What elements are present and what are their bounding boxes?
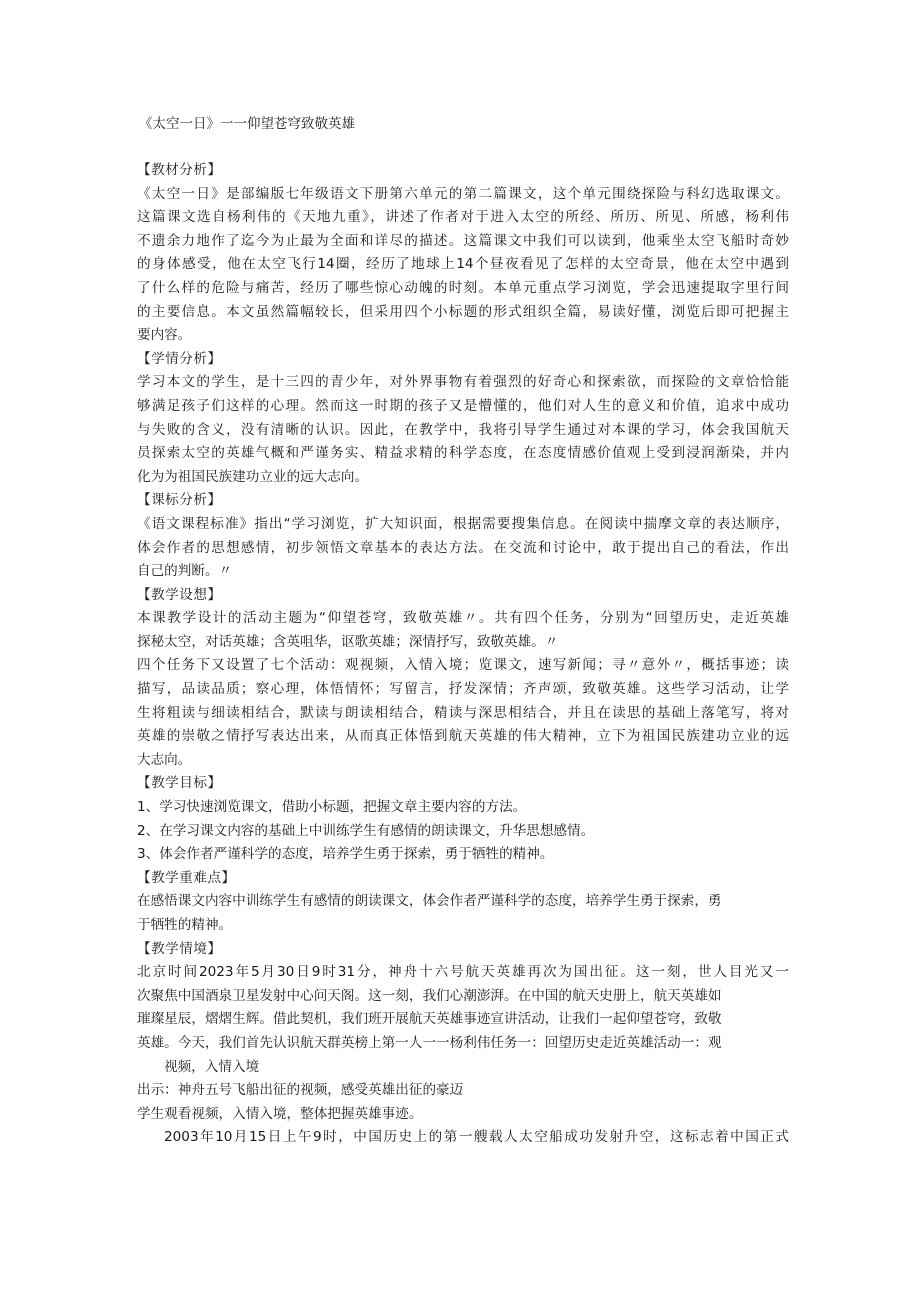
section-heading: 【教学设想】: [137, 586, 222, 603]
paragraph-line: 自己的判断。〃: [137, 563, 233, 580]
paragraph-line: 不遗余力地作了迄今为止最为全面和详尽的描述。这篇课文中我们可以读到，他乘坐太空飞船时奇妙: [137, 232, 789, 249]
paragraph-line: 《太空一日》是部编版七年级语文下册第六单元的第二篇课文，这个单元围绕探险与科幻选取课文。: [137, 185, 789, 202]
paragraph-line: 北京时间2023年5月30日9时31分，神舟十六号航天英雄再次为国出征。这一刻，世人目光又一: [137, 964, 789, 981]
paragraph-line: 在感悟课文内容中训练学生有感情的朗读课文，体会作者严谨科学的态度，培养学生勇于探索，勇: [137, 893, 722, 910]
section-heading: 【学情分析】: [137, 350, 222, 367]
paragraph-line: 英雄。今天，我们首先认识航天群英榜上第一人一一杨利伟任务一：回望历史走近英雄活动一：观: [137, 1034, 722, 1051]
paragraph-line: 视频，入情入境: [164, 1058, 260, 1075]
paragraph-line: 体会作者的思想感情，初步领悟文章基本的表达方法。在交流和讨论中，敢于提出自己的看法，作出: [137, 539, 789, 556]
paragraph-line: 学习本文的学生，是十三四的青少年，对外界事物有着强烈的好奇心和探索欲，而探险的文章恰恰能: [137, 374, 789, 391]
paragraph-line: 生将粗读与细读相结合，默读与朗读相结合，精读与深思相结合，并且在读思的基础上落笔写，将对: [137, 704, 789, 721]
paragraph-line: 出示：神舟五号飞船出征的视频，感受英雄出征的豪迈: [137, 1082, 464, 1099]
paragraph-line: 3、体会作者严谨科学的态度，培养学生勇于探索，勇于牺牲的精神。: [137, 846, 554, 863]
paragraph-line: 要内容。: [137, 327, 192, 344]
paragraph-line: 这篇课文选自杨利伟的《天地九重》，讲述了作者对于进入太空的所经、所历、所见、所感，杨利伟: [137, 209, 789, 226]
section-heading: 【教学目标】: [137, 775, 222, 792]
document-title: 《太空一日》一一仰望苍穹致敬英雄: [139, 116, 355, 132]
section-heading: 【教学情境】: [137, 940, 222, 957]
paragraph-line: 员探索太空的英雄气概和严谨务实、精益求精的科学态度，在态度情感价值观上受到浸润渐染，并内: [137, 445, 789, 462]
paragraph-line: 1、学习快速浏览课文，借助小标题，把握文章主要内容的方法。: [137, 799, 527, 816]
paragraph-line: 璀璨星辰，熠熠生辉。借此契机，我们班开展航天英雄事迹宣讲活动，让我们一起仰望苍穹，致敬: [137, 1011, 722, 1028]
paragraph-line: 的主要信息。本文虽然篇幅较长，但采用四个小标题的形式组织全篇，易读好懂，浏览后即可把握主: [137, 303, 789, 320]
paragraph-line: 化为为祖国民族建功立业的远大志向。: [137, 468, 369, 485]
paragraph-line: 学生观看视频，入情入境，整体把握英雄事迹。: [137, 1105, 423, 1122]
paragraph-line: 描写，品读品质；察心理，体悟情怀；写留言，抒发深情；齐声颂，致敬英雄。这些学习活动，让学: [137, 681, 789, 698]
paragraph-line: 大志向。: [137, 751, 192, 768]
section-heading: 【教学重难点】: [137, 869, 236, 886]
paragraph-line: 与失败的含义，没有清晰的认识。因此，在教学中，我将引导学生通过对本课的学习，体会我国航天: [137, 421, 789, 438]
paragraph-line: 《语文课程标准》指出“学习浏览，扩大知识面，根据需要搜集信息。在阅读中揣摩文章的表达顺序，: [137, 515, 789, 532]
paragraph-line: 的身体感受，他在太空飞行14圈，经历了地球上14个昼夜看见了怎样的太空奇景，他在太空中遇到: [137, 256, 789, 273]
paragraph-line: 四个任务下又设置了七个活动：观视频，入情入境；览课文，速写新闻；寻〃意外〃，概括事迹；读: [137, 657, 789, 674]
section-heading: 【课标分析】: [137, 492, 222, 509]
paragraph-line: 2003年10月15日上午9时，中国历史上的第一艘载人太空船成功发射升空，这标志着中国正式: [164, 1129, 789, 1146]
paragraph-line: 次聚焦中国酒泉卫星发射中心问天阁。这一刻，我们心潮澎湃。在中国的航天史册上，航天英雄如: [137, 987, 722, 1004]
paragraph-line: 本课教学设计的活动主题为“仰望苍穹，致敬英雄〃。共有四个任务，分别为“回望历史，走近英雄: [137, 610, 789, 627]
paragraph-line: 英雄的崇敬之情抒写表达出来，从而真正体悟到航天英雄的伟大精神，立下为祖国民族建功立业的远: [137, 728, 789, 745]
paragraph-line: 2、在学习课文内容的基础上中训练学生有感情的朗读课文，升华思想感情。: [137, 822, 595, 839]
document-body: [137, 159, 789, 1150]
paragraph-line: 于牺牲的精神。: [137, 917, 233, 933]
paragraph-line: 探秘太空，对话英雄；含英咀华，讴歌英雄；深情抒写，致敬英雄。〃: [137, 633, 559, 650]
paragraph-line: 够满足孩子们这样的心理。然而这一时期的孩子又是懵懂的，他们对人生的意义和价值，追求中成功: [137, 397, 789, 414]
section-heading: 【教材分析】: [137, 162, 222, 178]
paragraph-line: 了什么样的危险与痛苦，经历了哪些惊心动魄的时刻。本单元重点学习浏览，学会迅速提取字里行间: [137, 279, 789, 296]
